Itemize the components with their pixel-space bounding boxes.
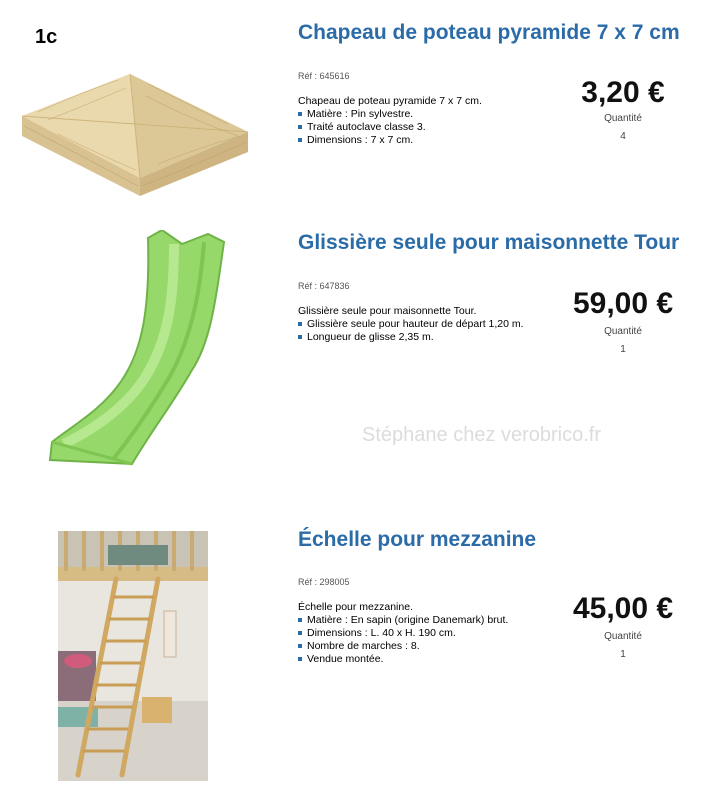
feature-item: Matière : En sapin (origine Danemark) brut. [298, 614, 558, 627]
feature-list [298, 318, 558, 344]
quantity-value[interactable]: 1 [620, 344, 626, 355]
quantity-value[interactable]: 1 [620, 649, 626, 660]
product-description [298, 95, 558, 147]
product-ref: Réf : 647836 [298, 281, 350, 291]
product-title[interactable]: Chapeau de poteau pyramide 7 x 7 cm [298, 21, 680, 44]
feature-item: Vendue montée. [298, 653, 558, 666]
feature-list [298, 614, 558, 666]
description-text: Chapeau de poteau pyramide 7 x 7 cm. [298, 95, 482, 107]
product-price: 59,00 € [572, 287, 674, 320]
quantity-label: Quantité [604, 113, 642, 124]
page-label: 1c [35, 26, 58, 48]
description-text: Échelle pour mezzanine. [298, 601, 413, 613]
slide-image [42, 230, 228, 470]
feature-item: Glissière seule pour hauteur de départ 1,20 m. [298, 318, 558, 331]
product-description [298, 601, 558, 666]
feature-item: Dimensions : L. 40 x H. 190 cm. [298, 627, 558, 640]
product-price: 45,00 € [572, 592, 674, 625]
feature-item: Matière : Pin sylvestre. [298, 108, 558, 121]
feature-item: Traité autoclave classe 3. [298, 121, 558, 134]
product-title[interactable]: Glissière seule pour maisonnette Tour [298, 231, 680, 254]
feature-item: Nombre de marches : 8. [298, 640, 558, 653]
post-cap-image [18, 74, 252, 196]
quantity-label: Quantité [604, 631, 642, 642]
description-text: Glissière seule pour maisonnette Tour. [298, 305, 477, 317]
ladder-image [58, 531, 208, 781]
product-description [298, 305, 558, 344]
quantity-label: Quantité [604, 326, 642, 337]
feature-item: Dimensions : 7 x 7 cm. [298, 134, 558, 147]
feature-item: Longueur de glisse 2,35 m. [298, 331, 558, 344]
feature-list [298, 108, 558, 147]
watermark: Stéphane chez verobrico.fr [362, 424, 602, 446]
product-ref: Réf : 645616 [298, 71, 350, 81]
product-title[interactable]: Échelle pour mezzanine [298, 528, 537, 551]
quantity-value[interactable]: 4 [620, 131, 626, 142]
product-price: 3,20 € [581, 76, 665, 109]
product-ref: Réf : 298005 [298, 577, 350, 587]
